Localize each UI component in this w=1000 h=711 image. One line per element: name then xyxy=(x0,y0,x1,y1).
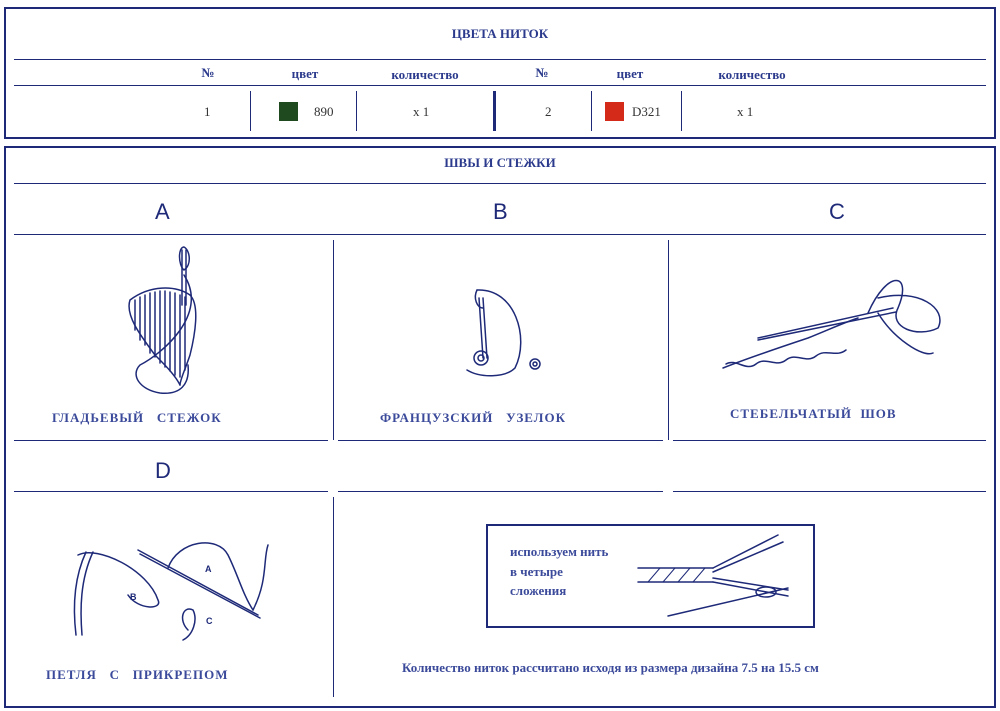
divider xyxy=(673,491,986,492)
divider xyxy=(333,497,334,697)
lazy-daisy-illustration xyxy=(68,540,278,650)
stitches-title: ШВЫ И СТЕЖКИ xyxy=(444,155,556,170)
divider xyxy=(14,440,328,441)
divider xyxy=(14,234,986,235)
french-knot-illustration xyxy=(455,278,565,388)
satin-stitch-illustration xyxy=(120,245,240,405)
thread-note-line-2: в четыре xyxy=(510,564,563,579)
stitch-caption-d: ПЕТЛЯ С ПРИКРЕПОМ xyxy=(46,667,229,682)
color-swatch-890 xyxy=(279,102,298,121)
stitch-letter-c: C xyxy=(829,199,845,224)
header-quantity-2: количество xyxy=(718,67,786,82)
thread-colors-title: ЦВЕТА НИТОК xyxy=(451,26,549,41)
stitch-caption-b: ФРАНЦУЗСКИЙ УЗЕЛОК xyxy=(380,410,567,425)
divider xyxy=(681,91,682,131)
row-1-quantity: x 1 xyxy=(413,104,430,119)
row-1-number: 1 xyxy=(204,104,211,119)
stitch-caption-a: ГЛАДЬЕВЫЙ СТЕЖОК xyxy=(52,410,222,425)
divider xyxy=(338,440,663,441)
divider xyxy=(14,59,986,60)
divider xyxy=(338,491,663,492)
divider-thick xyxy=(493,91,496,131)
stem-stitch-illustration xyxy=(718,268,938,378)
thread-note-line-1: используем нить xyxy=(510,544,609,559)
divider xyxy=(14,183,986,184)
row-1-code: 890 xyxy=(314,104,334,119)
header-color-2: цвет xyxy=(616,66,644,81)
header-number-1: № xyxy=(201,65,215,80)
color-swatch-d321 xyxy=(605,102,624,121)
divider xyxy=(591,91,592,131)
header-number-2: № xyxy=(535,65,549,80)
divider xyxy=(14,85,986,86)
divider xyxy=(673,440,986,441)
divider xyxy=(333,240,334,440)
header-color-1: цвет xyxy=(291,66,319,81)
stitch-letter-a: A xyxy=(155,199,170,224)
stitch-letter-b: B xyxy=(493,199,508,224)
header-quantity-1: количество xyxy=(391,67,459,82)
row-2-number: 2 xyxy=(545,104,552,119)
thread-note-line-3: сложения xyxy=(510,583,567,598)
loop-label-c: C xyxy=(206,616,213,626)
divider xyxy=(668,240,669,440)
row-2-quantity: x 1 xyxy=(737,104,754,119)
row-2-code: D321 xyxy=(632,104,661,119)
stitch-letter-d: D xyxy=(155,458,171,483)
loop-label-b: B xyxy=(130,592,137,602)
divider xyxy=(14,491,328,492)
loop-label-a: A xyxy=(205,564,212,574)
stitch-caption-c: СТЕБЕЛЬЧАТЫЙ ШОВ xyxy=(730,406,897,421)
divider xyxy=(250,91,251,131)
four-strand-thread-illustration xyxy=(638,530,808,620)
thread-footnote: Количество ниток рассчитано исходя из размера дизайна 7.5 на 15.5 см xyxy=(402,660,819,675)
divider xyxy=(356,91,357,131)
